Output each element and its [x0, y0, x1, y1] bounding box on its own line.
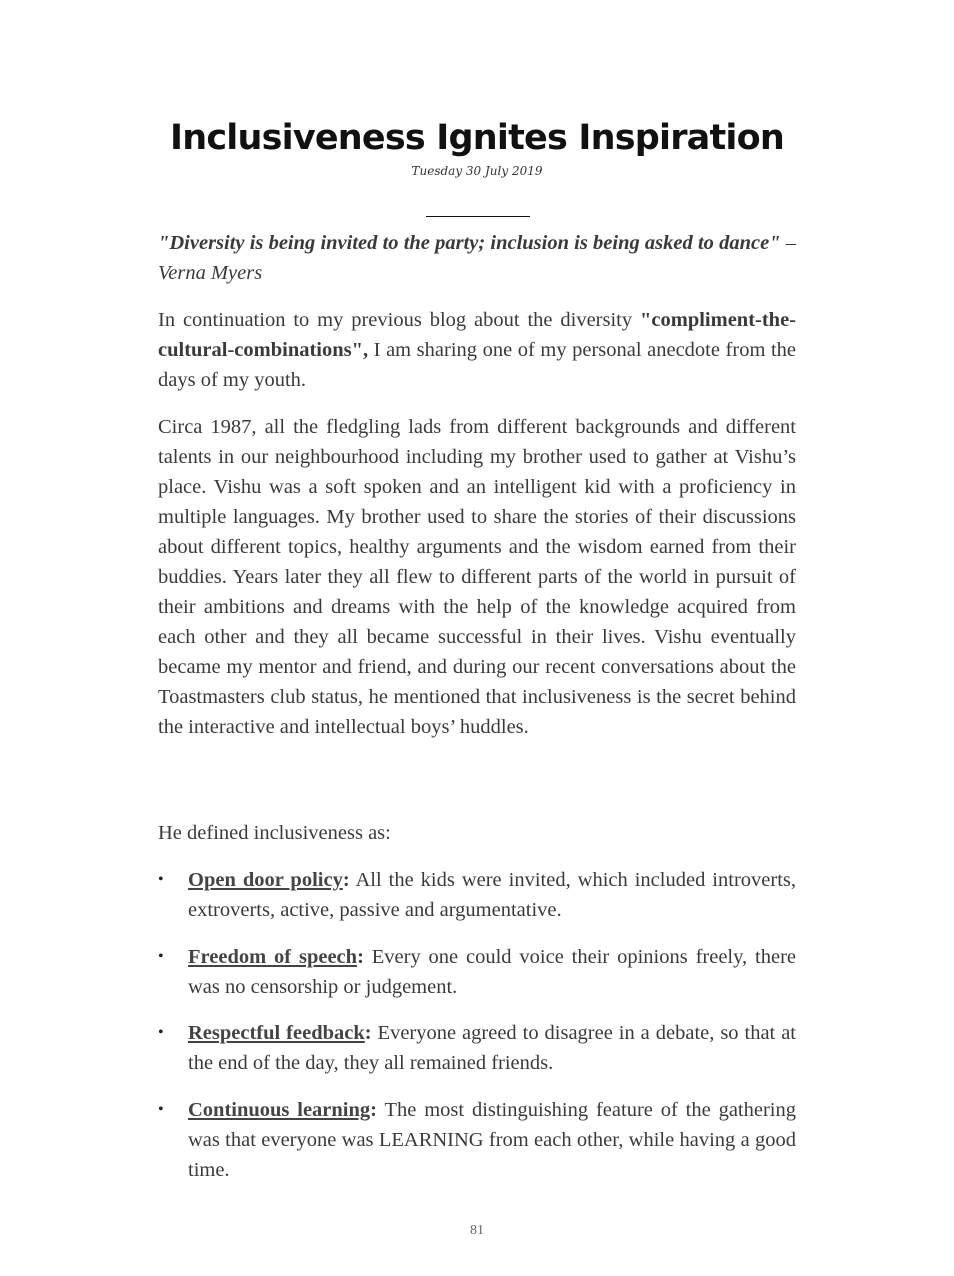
list-item-colon: :: [370, 1099, 377, 1121]
bullet-icon: •: [158, 871, 164, 888]
bullet-icon: •: [158, 1101, 164, 1118]
list-item-colon: :: [364, 1022, 372, 1044]
list-item-term: Freedom of speech: [188, 946, 358, 968]
list-item-term: Continuous learning: [188, 1099, 371, 1121]
list-item-text: Everyone agreed to disagree in a debate, so that at the end of the day, they all remained friends.: [188, 1022, 796, 1074]
previous-blog-title: "compliment-the-cultural-combinations",: [158, 309, 796, 361]
publish-date: Tuesday 30 July 2019: [411, 164, 543, 178]
paragraph-intro: [158, 305, 796, 395]
paragraph-intro-start: In continuation to my previous blog about the diversity: [158, 309, 641, 331]
list-item-text: The most distinguishing feature of the gathering was that everyone was LEARNING from each other, while having a good time.: [188, 1099, 796, 1181]
page-title: Inclusiveness Ignites Inspiration: [170, 118, 784, 158]
list-item-text: All the kids were invited, which included introverts, extroverts, active, passive and argumentative.: [188, 869, 796, 921]
list-item-text: Every one could voice their opinions freely, there was no censorship or judgement.: [188, 946, 796, 998]
page-number: 81: [470, 1223, 484, 1238]
paragraph-intro-end: I am sharing one of my personal anecdote from the days of my youth.: [158, 339, 796, 391]
bullet-icon: •: [158, 948, 164, 965]
bullet-icon: •: [158, 1024, 164, 1041]
quote-attribution: – Verna Myers: [158, 232, 796, 284]
list-item-term: Respectful feedback: [188, 1022, 365, 1044]
quote-text: "Diversity is being invited to the party; inclusion is being asked to dance": [158, 232, 781, 254]
paragraph-anecdote: Circa 1987, all the fledgling lads from different backgrounds and different talents in our neighbourhood including my brother used to gather at Vishu’s place. Vishu was a soft spoken and an intelligent kid with a proficiency in multiple languages. My brother used to share the stories of their discussions about different topics, healthy arguments and the wisdom earned from their buddies. Years later they all flew to different parts of the world in pursuit of their ambitions and dreams with the help of the knowledge acquired from each other and they all became successful in their lives. Vishu eventually became my mentor and friend, and during our recent conversations about the Toastmasters club status, he mentioned that inclusiveness is the secret behind the interactive and intellectual boys’ huddles.: [158, 416, 796, 738]
epigraph-quote: [158, 228, 796, 288]
list-item-colon: :: [357, 946, 364, 968]
title-divider: [426, 216, 530, 217]
list-item-colon: :: [342, 869, 350, 891]
paragraph-definition-lead: He defined inclusiveness as:: [158, 822, 391, 844]
list-item-term: Open door policy: [188, 869, 343, 891]
